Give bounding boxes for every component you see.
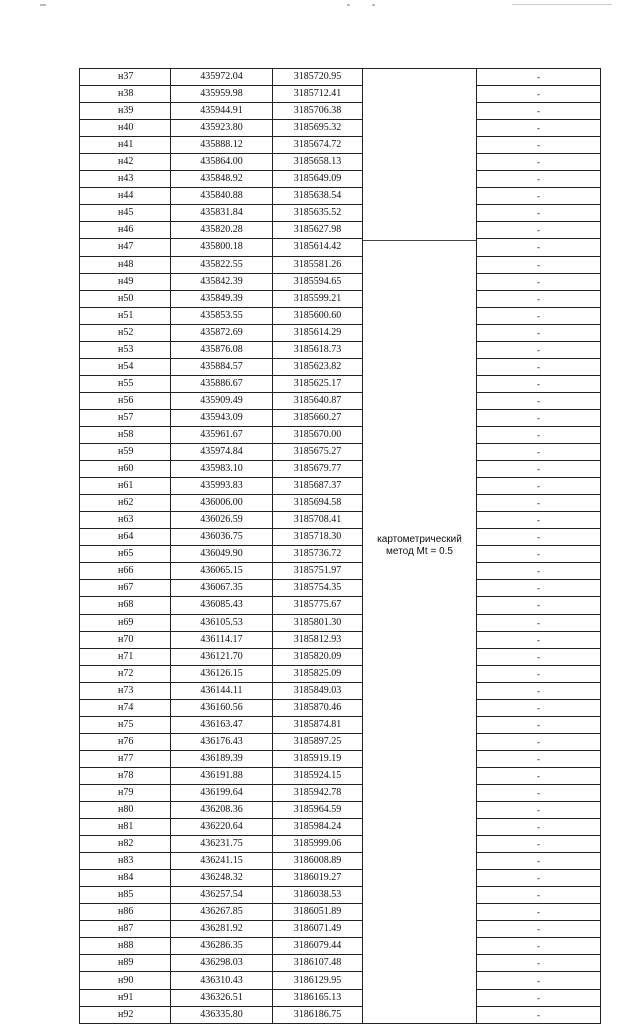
y-coordinate-cell: 3185658.13: [273, 154, 363, 171]
point-number-cell: н37: [80, 69, 171, 86]
x-coordinate-cell: 435872.69: [171, 324, 273, 341]
x-coordinate-cell: 436065.15: [171, 563, 273, 580]
note-cell: -: [477, 580, 601, 597]
table-row: [80, 955, 601, 972]
note-cell: -: [477, 614, 601, 631]
y-coordinate-cell: 3185812.93: [273, 631, 363, 648]
x-coordinate-cell: 435840.88: [171, 188, 273, 205]
table-row: [80, 580, 601, 597]
x-coordinate-cell: 436267.85: [171, 904, 273, 921]
point-number-cell: н41: [80, 137, 171, 154]
x-coordinate-cell: 436085.43: [171, 597, 273, 614]
point-number-cell: н60: [80, 461, 171, 478]
note-cell: -: [477, 444, 601, 461]
note-cell: -: [477, 955, 601, 972]
x-coordinate-cell: 436298.03: [171, 955, 273, 972]
table-row: [80, 409, 601, 426]
y-coordinate-cell: 3185919.19: [273, 750, 363, 767]
coordinates-table-body: [80, 69, 601, 1024]
x-coordinate-cell: 435864.00: [171, 154, 273, 171]
y-coordinate-cell: 3185625.17: [273, 375, 363, 392]
x-coordinate-cell: 436326.51: [171, 989, 273, 1006]
point-number-cell: н44: [80, 188, 171, 205]
point-number-cell: н70: [80, 631, 171, 648]
table-row: [80, 887, 601, 904]
note-cell: -: [477, 887, 601, 904]
y-coordinate-cell: 3185736.72: [273, 546, 363, 563]
y-coordinate-cell: 3185706.38: [273, 103, 363, 120]
table-row: [80, 171, 601, 188]
table-row: [80, 733, 601, 750]
x-coordinate-cell: 436199.64: [171, 784, 273, 801]
note-cell: -: [477, 375, 601, 392]
x-coordinate-cell: 435848.92: [171, 171, 273, 188]
point-number-cell: н49: [80, 273, 171, 290]
y-coordinate-cell: 3185964.59: [273, 802, 363, 819]
point-number-cell: н46: [80, 222, 171, 239]
x-coordinate-cell: 435961.67: [171, 426, 273, 443]
y-coordinate-cell: 3185660.27: [273, 409, 363, 426]
x-coordinate-cell: 435972.04: [171, 69, 273, 86]
y-coordinate-cell: 3185687.37: [273, 478, 363, 495]
y-coordinate-cell: 3185870.46: [273, 699, 363, 716]
point-number-cell: н39: [80, 103, 171, 120]
note-cell: -: [477, 222, 601, 239]
table-row: [80, 222, 601, 239]
note-cell: -: [477, 324, 601, 341]
point-number-cell: н75: [80, 716, 171, 733]
y-coordinate-cell: 3185825.09: [273, 665, 363, 682]
x-coordinate-cell: 436335.80: [171, 1006, 273, 1023]
point-number-cell: н68: [80, 597, 171, 614]
table-row: [80, 341, 601, 358]
note-cell: -: [477, 597, 601, 614]
table-row: [80, 444, 601, 461]
note-cell: -: [477, 1006, 601, 1023]
x-coordinate-cell: 435886.67: [171, 375, 273, 392]
x-coordinate-cell: 436114.17: [171, 631, 273, 648]
y-coordinate-cell: 3185618.73: [273, 341, 363, 358]
table-row: [80, 699, 601, 716]
note-cell: -: [477, 478, 601, 495]
scan-artifact: [372, 4, 375, 6]
x-coordinate-cell: 436281.92: [171, 921, 273, 938]
table-row: [80, 904, 601, 921]
point-number-cell: н66: [80, 563, 171, 580]
y-coordinate-cell: 3185649.09: [273, 171, 363, 188]
y-coordinate-cell: 3186079.44: [273, 938, 363, 955]
x-coordinate-cell: 436006.00: [171, 495, 273, 512]
table-row: [80, 273, 601, 290]
point-number-cell: н40: [80, 120, 171, 137]
table-row: [80, 989, 601, 1006]
y-coordinate-cell: 3185984.24: [273, 819, 363, 836]
note-cell: -: [477, 767, 601, 784]
point-number-cell: н43: [80, 171, 171, 188]
x-coordinate-cell: 436189.39: [171, 750, 273, 767]
note-cell: -: [477, 461, 601, 478]
x-coordinate-cell: 435888.12: [171, 137, 273, 154]
y-coordinate-cell: 3186129.95: [273, 972, 363, 989]
note-cell: -: [477, 989, 601, 1006]
boundary-line: [363, 240, 476, 241]
note-cell: -: [477, 154, 601, 171]
note-cell: -: [477, 392, 601, 409]
table-row: [80, 767, 601, 784]
point-number-cell: н53: [80, 341, 171, 358]
note-cell: -: [477, 836, 601, 853]
x-coordinate-cell: 436231.75: [171, 836, 273, 853]
y-coordinate-cell: 3185600.60: [273, 307, 363, 324]
note-cell: -: [477, 188, 601, 205]
note-cell: -: [477, 716, 601, 733]
table-row: [80, 478, 601, 495]
table-row: [80, 614, 601, 631]
point-number-cell: н86: [80, 904, 171, 921]
y-coordinate-cell: 3185614.42: [273, 239, 363, 256]
point-number-cell: н83: [80, 853, 171, 870]
table-row: [80, 154, 601, 171]
note-cell: -: [477, 69, 601, 86]
method-name: картометрический: [377, 533, 462, 545]
table-row: [80, 682, 601, 699]
y-coordinate-cell: 3185849.03: [273, 682, 363, 699]
table-row: [80, 563, 601, 580]
note-cell: -: [477, 239, 601, 256]
point-number-cell: н45: [80, 205, 171, 222]
x-coordinate-cell: 436160.56: [171, 699, 273, 716]
point-number-cell: н88: [80, 938, 171, 955]
table-row: [80, 1006, 601, 1023]
point-number-cell: н38: [80, 86, 171, 103]
y-coordinate-cell: 3185874.81: [273, 716, 363, 733]
table-row: [80, 631, 601, 648]
point-number-cell: н65: [80, 546, 171, 563]
table-row: [80, 921, 601, 938]
x-coordinate-cell: 436144.11: [171, 682, 273, 699]
x-coordinate-cell: 436121.70: [171, 648, 273, 665]
note-cell: -: [477, 733, 601, 750]
note-cell: -: [477, 631, 601, 648]
y-coordinate-cell: 3185695.32: [273, 120, 363, 137]
note-cell: -: [477, 103, 601, 120]
y-coordinate-cell: 3185674.72: [273, 137, 363, 154]
point-number-cell: н85: [80, 887, 171, 904]
x-coordinate-cell: 435993.83: [171, 478, 273, 495]
table-row: [80, 870, 601, 887]
table-row: [80, 290, 601, 307]
table-row: [80, 802, 601, 819]
y-coordinate-cell: 3186008.89: [273, 853, 363, 870]
note-cell: -: [477, 409, 601, 426]
table-row: [80, 86, 601, 103]
point-number-cell: н81: [80, 819, 171, 836]
y-coordinate-cell: 3185594.65: [273, 273, 363, 290]
point-number-cell: н56: [80, 392, 171, 409]
point-number-cell: н90: [80, 972, 171, 989]
table-row: [80, 426, 601, 443]
y-coordinate-cell: 3185718.30: [273, 529, 363, 546]
y-coordinate-cell: 3185720.95: [273, 69, 363, 86]
scan-artifact: [347, 4, 350, 6]
y-coordinate-cell: 3186071.49: [273, 921, 363, 938]
x-coordinate-cell: 436191.88: [171, 767, 273, 784]
note-cell: -: [477, 171, 601, 188]
point-number-cell: н87: [80, 921, 171, 938]
note-cell: -: [477, 137, 601, 154]
point-number-cell: н76: [80, 733, 171, 750]
point-number-cell: н50: [80, 290, 171, 307]
y-coordinate-cell: 3185679.77: [273, 461, 363, 478]
x-coordinate-cell: 435943.09: [171, 409, 273, 426]
x-coordinate-cell: 436257.54: [171, 887, 273, 904]
table-row: [80, 938, 601, 955]
note-cell: -: [477, 546, 601, 563]
table-row: [80, 853, 601, 870]
x-coordinate-cell: 435820.28: [171, 222, 273, 239]
scan-artifact: [40, 4, 46, 6]
table-row: [80, 239, 601, 256]
note-cell: -: [477, 699, 601, 716]
table-row: [80, 205, 601, 222]
table-row: [80, 392, 601, 409]
x-coordinate-cell: 436036.75: [171, 529, 273, 546]
x-coordinate-cell: 436105.53: [171, 614, 273, 631]
y-coordinate-cell: 3186165.13: [273, 989, 363, 1006]
x-coordinate-cell: 436026.59: [171, 512, 273, 529]
note-cell: -: [477, 426, 601, 443]
x-coordinate-cell: 436208.36: [171, 802, 273, 819]
y-coordinate-cell: 3185635.52: [273, 205, 363, 222]
point-number-cell: н72: [80, 665, 171, 682]
note-cell: -: [477, 921, 601, 938]
note-cell: -: [477, 273, 601, 290]
y-coordinate-cell: 3185694.58: [273, 495, 363, 512]
note-cell: -: [477, 290, 601, 307]
table-row: [80, 597, 601, 614]
table-row: [80, 256, 601, 273]
note-cell: -: [477, 120, 601, 137]
y-coordinate-cell: 3185640.87: [273, 392, 363, 409]
point-number-cell: н57: [80, 409, 171, 426]
note-cell: -: [477, 495, 601, 512]
table-row: [80, 819, 601, 836]
y-coordinate-cell: 3185623.82: [273, 358, 363, 375]
y-coordinate-cell: 3186019.27: [273, 870, 363, 887]
table-row: [80, 546, 601, 563]
table-row: [80, 375, 601, 392]
method-cell: [363, 69, 477, 1024]
x-coordinate-cell: 436241.15: [171, 853, 273, 870]
note-cell: -: [477, 86, 601, 103]
table-row: [80, 120, 601, 137]
y-coordinate-cell: 3186186.75: [273, 1006, 363, 1023]
table-row: [80, 188, 601, 205]
note-cell: -: [477, 853, 601, 870]
point-number-cell: н62: [80, 495, 171, 512]
y-coordinate-cell: 3185614.29: [273, 324, 363, 341]
note-cell: -: [477, 563, 601, 580]
table-row: [80, 69, 601, 86]
point-number-cell: н52: [80, 324, 171, 341]
note-cell: -: [477, 512, 601, 529]
note-cell: -: [477, 904, 601, 921]
y-coordinate-cell: 3185599.21: [273, 290, 363, 307]
x-coordinate-cell: 436286.35: [171, 938, 273, 955]
point-number-cell: н42: [80, 154, 171, 171]
point-number-cell: н74: [80, 699, 171, 716]
point-number-cell: н47: [80, 239, 171, 256]
y-coordinate-cell: 3185670.00: [273, 426, 363, 443]
x-coordinate-cell: 436049.90: [171, 546, 273, 563]
note-cell: -: [477, 358, 601, 375]
note-cell: -: [477, 307, 601, 324]
point-number-cell: н89: [80, 955, 171, 972]
x-coordinate-cell: 435876.08: [171, 341, 273, 358]
point-number-cell: н61: [80, 478, 171, 495]
x-coordinate-cell: 435983.10: [171, 461, 273, 478]
table-row: [80, 103, 601, 120]
x-coordinate-cell: 435800.18: [171, 239, 273, 256]
x-coordinate-cell: 435944.91: [171, 103, 273, 120]
y-coordinate-cell: 3185897.25: [273, 733, 363, 750]
y-coordinate-cell: 3185775.67: [273, 597, 363, 614]
x-coordinate-cell: 435974.84: [171, 444, 273, 461]
table-row: [80, 461, 601, 478]
point-number-cell: н82: [80, 836, 171, 853]
table-row: [80, 665, 601, 682]
note-cell: -: [477, 972, 601, 989]
point-number-cell: н64: [80, 529, 171, 546]
x-coordinate-cell: 436126.15: [171, 665, 273, 682]
x-coordinate-cell: 436163.47: [171, 716, 273, 733]
point-number-cell: н77: [80, 750, 171, 767]
table-row: [80, 307, 601, 324]
note-cell: -: [477, 682, 601, 699]
table-row: [80, 750, 601, 767]
table-row: [80, 495, 601, 512]
table-row: [80, 784, 601, 801]
note-cell: -: [477, 205, 601, 222]
point-number-cell: н67: [80, 580, 171, 597]
y-coordinate-cell: 3185754.35: [273, 580, 363, 597]
y-coordinate-cell: 3185581.26: [273, 256, 363, 273]
x-coordinate-cell: 435849.39: [171, 290, 273, 307]
table-row: [80, 324, 601, 341]
y-coordinate-cell: 3185708.41: [273, 512, 363, 529]
note-cell: -: [477, 341, 601, 358]
x-coordinate-cell: 435831.84: [171, 205, 273, 222]
note-cell: -: [477, 648, 601, 665]
note-cell: -: [477, 784, 601, 801]
point-number-cell: н91: [80, 989, 171, 1006]
y-coordinate-cell: 3185712.41: [273, 86, 363, 103]
y-coordinate-cell: 3185999.06: [273, 836, 363, 853]
point-number-cell: н78: [80, 767, 171, 784]
scan-artifact: [512, 4, 612, 5]
y-coordinate-cell: 3185924.15: [273, 767, 363, 784]
x-coordinate-cell: 435853.55: [171, 307, 273, 324]
y-coordinate-cell: 3185820.09: [273, 648, 363, 665]
table-row: [80, 529, 601, 546]
method-description: [377, 534, 462, 558]
x-coordinate-cell: 436248.32: [171, 870, 273, 887]
note-cell: -: [477, 870, 601, 887]
x-coordinate-cell: 436310.43: [171, 972, 273, 989]
point-number-cell: н51: [80, 307, 171, 324]
point-number-cell: н79: [80, 784, 171, 801]
x-coordinate-cell: 435842.39: [171, 273, 273, 290]
y-coordinate-cell: 3185942.78: [273, 784, 363, 801]
note-cell: -: [477, 256, 601, 273]
table-row: [80, 972, 601, 989]
point-number-cell: н84: [80, 870, 171, 887]
y-coordinate-cell: 3186051.89: [273, 904, 363, 921]
y-coordinate-cell: 3185801.30: [273, 614, 363, 631]
x-coordinate-cell: 435959.98: [171, 86, 273, 103]
point-number-cell: н73: [80, 682, 171, 699]
table-row: [80, 358, 601, 375]
x-coordinate-cell: 436220.64: [171, 819, 273, 836]
x-coordinate-cell: 435822.55: [171, 256, 273, 273]
method-accuracy: метод Mt = 0.5: [386, 545, 453, 557]
y-coordinate-cell: 3185751.97: [273, 563, 363, 580]
y-coordinate-cell: 3185675.27: [273, 444, 363, 461]
x-coordinate-cell: 436176.43: [171, 733, 273, 750]
point-number-cell: н58: [80, 426, 171, 443]
x-coordinate-cell: 435884.57: [171, 358, 273, 375]
point-number-cell: н54: [80, 358, 171, 375]
point-number-cell: н69: [80, 614, 171, 631]
y-coordinate-cell: 3185638.54: [273, 188, 363, 205]
point-number-cell: н55: [80, 375, 171, 392]
note-cell: -: [477, 529, 601, 546]
point-number-cell: н59: [80, 444, 171, 461]
point-number-cell: н80: [80, 802, 171, 819]
point-number-cell: н71: [80, 648, 171, 665]
x-coordinate-cell: 435909.49: [171, 392, 273, 409]
note-cell: -: [477, 802, 601, 819]
table-row: [80, 836, 601, 853]
x-coordinate-cell: 436067.35: [171, 580, 273, 597]
table-row: [80, 512, 601, 529]
note-cell: -: [477, 665, 601, 682]
note-cell: -: [477, 750, 601, 767]
y-coordinate-cell: 3186038.53: [273, 887, 363, 904]
table-row: [80, 137, 601, 154]
y-coordinate-cell: 3185627.98: [273, 222, 363, 239]
table-row: [80, 716, 601, 733]
point-number-cell: н63: [80, 512, 171, 529]
x-coordinate-cell: 435923.80: [171, 120, 273, 137]
note-cell: -: [477, 819, 601, 836]
y-coordinate-cell: 3186107.48: [273, 955, 363, 972]
table-row: [80, 648, 601, 665]
point-number-cell: н92: [80, 1006, 171, 1023]
note-cell: -: [477, 938, 601, 955]
coordinates-table: [79, 68, 601, 1024]
point-number-cell: н48: [80, 256, 171, 273]
